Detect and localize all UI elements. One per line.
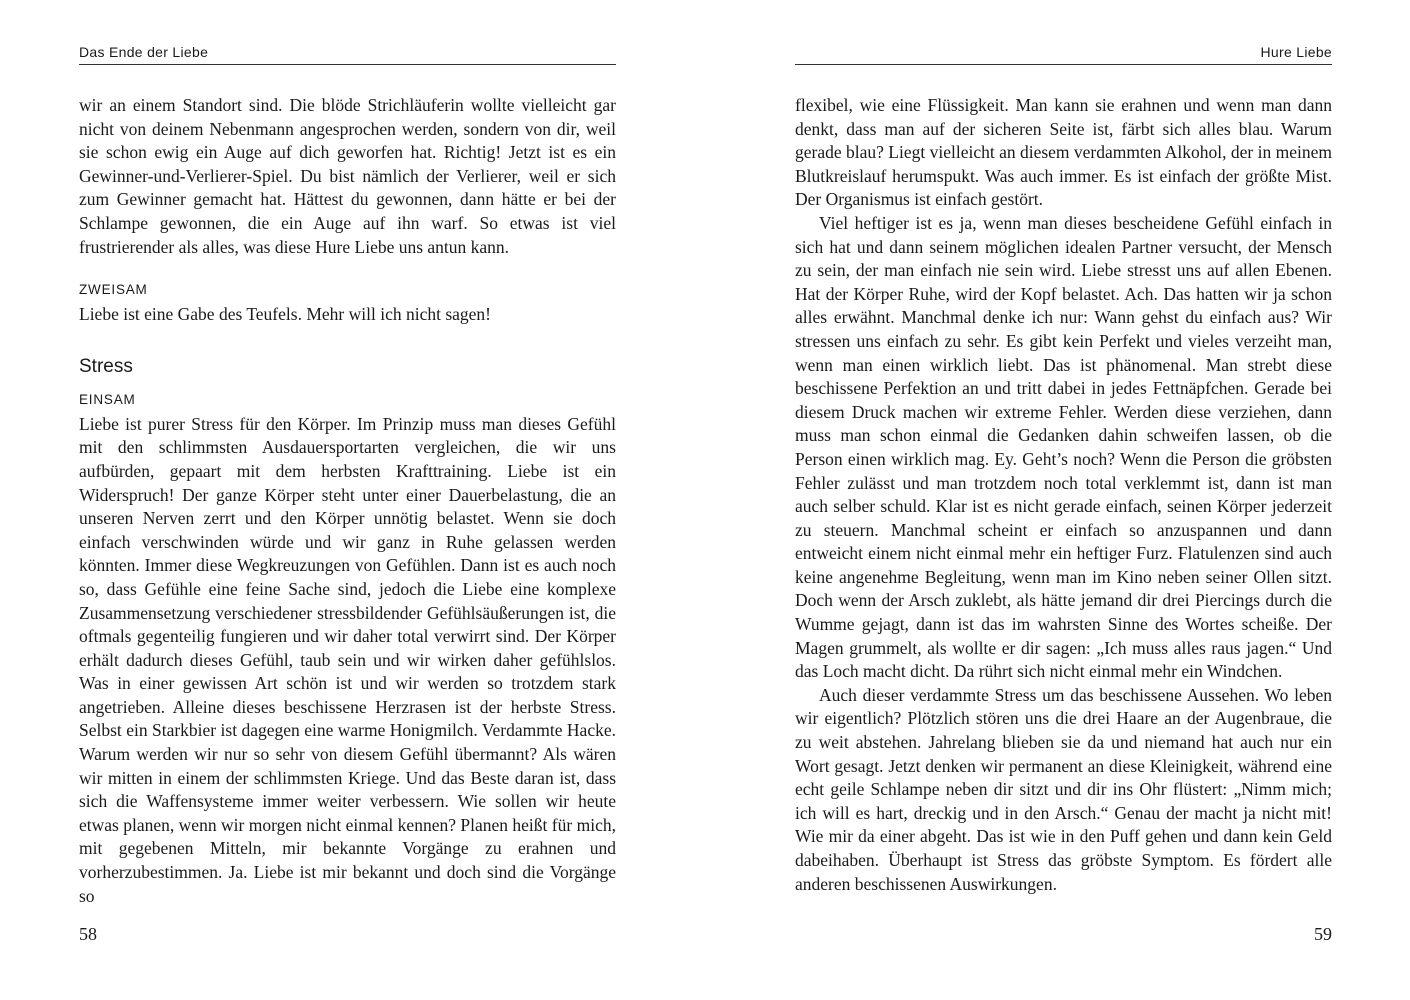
label-zweisam: ZWEISAM <box>79 282 148 298</box>
label-einsam: EINSAM <box>79 391 136 407</box>
paragraph-2: Viel heftiger ist es ja, wenn man dieses bescheidene Gefühl einfach in sich hat und dann seinem möglichen idealen Partner versucht, der Mensch zu sein, der man einfach nie sein wird. Liebe stresst uns auf allen Ebenen. Hat der Körper Ruhe, wird der Kopf belastet. Ach. Das hatten wir ja schon alles erwähnt. Manchmal denke ich nur: Wann gehst du einfach aus? Wir stressen uns einfach zu sehr. Es gibt kein Perfekt und vieles verzeiht man, wenn man einen wirklich liebt. Das ist phänomenal. Man strebt diese beschissene Perfektion an und tritt dabei in jedes Fettnäpfchen. Gerade bei diesem Druck machen wir extreme Fehler. Werden diese verziehen, dann muss man schon einmal die Gedanken dahin schweifen lassen, ob die Person einen wirklich mag. Ey. Geht’s noch? Wenn die Person die gröbsten Fehler zulässt und man trotzdem noch total verklemmt ist, dann ist man auch selber schuld. Klar ist es nicht gerade einfach, seinen Körper jederzeit zu steuern. Manchmal scheint er einfach so anzuspannen und dann entweicht einem nicht einmal mehr ein heftiger Furz. Flatulenzen sind auch keine angenehme Begleitung, wenn man im Kino neben seiner Ollen sitzt. Doch wenn der Arsch zuklebt, als hätte jemand dir drei Piercings durch die Wumme gejagt, dann ist das im wahrsten Sinne des Wortes scheiße. Der Magen grummelt, als wollte er dir sagen: „Ich muss alles raus jagen.“ Und das Loch macht dicht. Da rührt sich nicht einmal mehr ein Windchen. <box>795 212 1332 682</box>
paragraph-einsam: Liebe ist purer Stress für den Körper. Im Prinzip muss man dieses Gefühl mit den schlimmsten Ausdauersportarten vergleichen, die wir uns aufbürden, gepaart mit dem herbsten Krafttraining. Liebe ist ein Widerspruch! Der ganze Körper steht unter einer Dauerbelastung, die an unseren Nerven zerrt und den Körper unnötig belastet. Wenn sie doch einfach verschwinden würde und wir ganz in Ruhe gelassen werden könnten. Immer diese Wegkreuzungen von Gefühlen. Dann ist es auch noch so, dass Gefühle eine feine Sache sind, jedoch die Liebe eine komplexe Zusammensetzung verschiedener stressbildender Gefühlsäußerungen ist, die oftmals gegenteilig fungieren und wir daher total verwirrt sind. Der Körper erhält dadurch dieses Gefühl, taub sein und wir wirken daher gefühlslos. Was in einer gewissen Art schön ist und wir werden so trotzdem stark angetrieben. Alleine dieses beschissene Herzrasen ist der herbste Stress. Selbst ein Starkbier ist dagegen eine warme Honigmilch. Verdammte Hacke. Warum werden wir nur so sehr von diesem Gefühl übermannt? Als wären wir mitten in einem der schlimmsten Kriege. Und das Beste daran ist, dass sich die Waffensysteme immer weiter verbessern. Wie sollen wir heute etwas planen, wenn wir morgen nicht einmal kennen? Planen heißt für mich, mit gegebenen Mitteln, mir bekannte Vorgänge zu erahnen und vorherzubestimmen. Ja. Liebe ist mir bekannt und doch sind die Vorgänge so <box>79 413 616 906</box>
left-body-text <box>79 94 616 908</box>
paragraph-3: Auch dieser verdammte Stress um das beschissene Aussehen. Wo leben wir eigentlich? Plötzlich stören uns die drei Haare an der Augenbraue, die zu weit abstehen. Jahrelang blieben sie da und niemand hat auch nur ein Wort gesagt. Jetzt denken wir permanent an diese Kleinigkeit, während eine echt geile Schlampe neben dir sitzt und dir ins Ohr flüstert: „Nimm mich; ich will es hart, dreckig und in den Arsch.“ Genau der macht ja nicht mit! Wie mir da einer abgeht. Das ist wie in den Puff gehen und dann kein Geld dabeihaben. Überhaupt ist Stress das gröbste Symptom. Es fördert alle anderen beschissenen Auswirkungen. <box>795 684 1332 894</box>
right-page <box>795 0 1332 1000</box>
right-body-text <box>795 94 1332 896</box>
running-head: Das Ende der Liebe <box>79 44 616 65</box>
page-number: 58 <box>79 924 97 944</box>
section-title: Stress <box>79 355 133 377</box>
running-head: Hure Liebe <box>795 44 1332 65</box>
paragraph-continued: wir an einem Standort sind. Die blöde Strichläuferin wollte vielleicht gar nicht von deinem Nebenmann angesprochen werden, sondern von dir, weil sie schon ewig ein Auge auf dich geworfen hat. Richtig! Jetzt ist es ein Gewinner-und-Verlierer-Spiel. Du bist nämlich der Verlierer, weil er sich zum Gewinner gemacht hat. Hättest du gewonnen, dann hätte er bei der Schlampe gewonnen, die ein Auge auf ihn warf. So etwas ist viel frustrierender als alles, was diese Hure Liebe uns antun kann. <box>79 95 616 257</box>
left-page <box>79 0 616 1000</box>
paragraph-zweisam: Liebe ist eine Gabe des Teufels. Mehr will ich nicht sagen! <box>79 304 492 325</box>
page-number: 59 <box>1314 924 1332 944</box>
paragraph-1: flexibel, wie eine Flüssigkeit. Man kann sie erahnen und wenn man dann denkt, dass man auf der sicheren Seite ist, färbt sich alles blau. Warum gerade blau? Liegt vielleicht an diesem verdammten Alkohol, der in meinem Blutkreislauf herumspukt. Was auch immer. Es ist einfach der größte Mist. Der Organismus ist einfach gestört. <box>795 95 1332 210</box>
